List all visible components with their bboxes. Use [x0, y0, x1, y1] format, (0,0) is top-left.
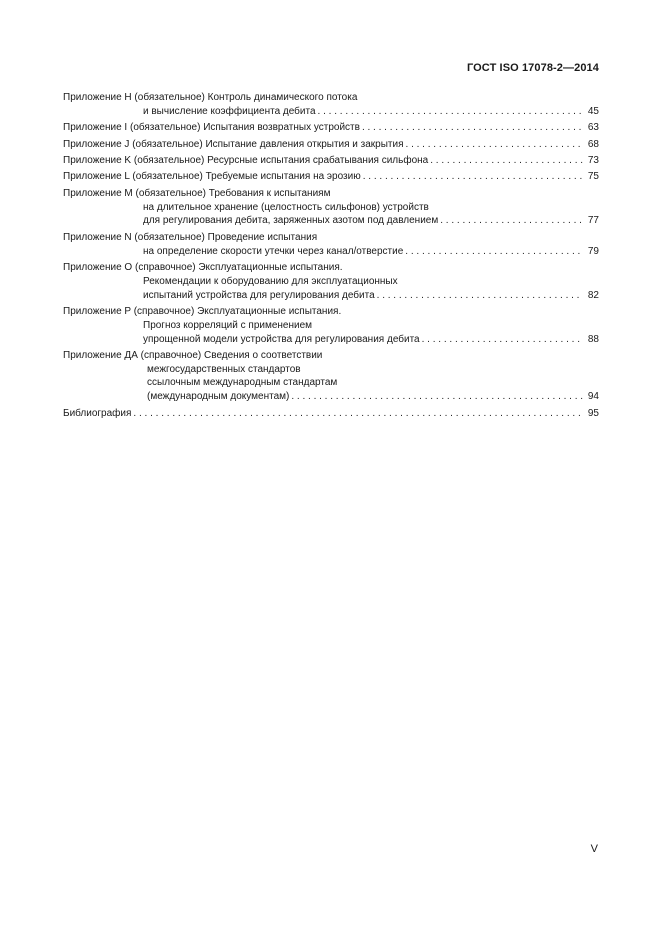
toc-entry-title: Приложение L (обязательное) Требуемые испытания на эрозию	[63, 171, 361, 183]
document-header: ГОСТ ISO 17078-2—2014	[466, 62, 599, 74]
toc-line	[63, 376, 599, 390]
dot-leader	[430, 154, 583, 168]
toc-line	[63, 187, 599, 201]
toc-entry-title: ссылочным международным стандартам	[147, 377, 338, 389]
toc-entry[interactable]	[63, 138, 599, 152]
toc-entry[interactable]	[63, 305, 599, 346]
toc-line	[63, 390, 599, 404]
toc-line	[63, 170, 599, 184]
dot-leader	[133, 407, 583, 421]
page-number: V	[590, 843, 598, 855]
toc-page-number: 95	[587, 407, 599, 419]
toc-line	[63, 201, 599, 215]
dot-leader	[362, 121, 583, 135]
toc-entry-title: испытаний устройства для регулирования дебита	[143, 289, 375, 301]
toc-entry[interactable]	[63, 349, 599, 404]
dot-leader	[291, 390, 583, 404]
toc-entry-title: Приложение M (обязательное) Требования к испытаниям	[63, 187, 331, 199]
toc-entry[interactable]	[63, 407, 599, 421]
toc-line	[63, 121, 599, 135]
toc-entry[interactable]	[63, 154, 599, 168]
dot-leader	[406, 138, 583, 152]
toc-entry-title: Приложение N (обязательное) Проведение испытания	[63, 231, 318, 243]
toc-entry-title: Приложение O (справочное) Эксплуатационные испытания.	[63, 261, 343, 273]
toc-line	[63, 275, 599, 289]
toc-page-number: 94	[587, 391, 599, 403]
toc-line	[63, 319, 599, 333]
toc-entry-title: (международным документам)	[147, 391, 290, 403]
toc-entry-title: межгосударственных стандартов	[147, 363, 301, 375]
toc-line	[63, 305, 599, 319]
toc-line	[63, 138, 599, 152]
toc-entry-title: Приложение J (обязательное) Испытание давления открытия и закрытия	[63, 138, 404, 150]
toc-line	[63, 407, 599, 421]
toc-line	[63, 245, 599, 259]
toc-page-number: 79	[587, 245, 599, 257]
dot-leader	[363, 170, 583, 184]
toc-entry-title: Приложение H (обязательное) Контроль динамического потока	[63, 92, 358, 103]
toc-entry-title: Библиография	[63, 407, 132, 419]
toc-line	[63, 154, 599, 168]
toc-line	[63, 333, 599, 347]
toc-line	[63, 289, 599, 303]
toc-entry[interactable]	[63, 170, 599, 184]
toc-page-number: 77	[587, 215, 599, 227]
toc-line	[63, 363, 599, 377]
toc-entry[interactable]	[63, 261, 599, 302]
dot-leader	[440, 214, 583, 228]
toc-entry[interactable]	[63, 121, 599, 135]
toc-line	[63, 231, 599, 245]
toc-line	[63, 105, 599, 119]
toc-entry-title: Приложение K (обязательное) Ресурсные испытания срабатывания сильфона	[63, 154, 429, 166]
toc-page-number: 45	[587, 105, 599, 117]
toc-entry-title: на длительное хранение (целостность сильфонов) устройств	[143, 201, 429, 213]
toc-entry-title: упрощенной модели устройства для регулирования дебита	[143, 333, 420, 345]
toc-page-number: 82	[587, 289, 599, 301]
toc-line	[63, 214, 599, 228]
dot-leader	[422, 333, 583, 347]
toc-page-number: 68	[587, 138, 599, 150]
toc-entry-title: Приложение I (обязательное) Испытания возвратных устройств	[63, 122, 360, 134]
toc-page-number: 75	[587, 171, 599, 183]
toc-entry[interactable]	[63, 91, 599, 119]
toc-line	[63, 349, 599, 363]
toc-entry-title: Приложение P (справочное) Эксплуатационные испытания.	[63, 305, 342, 317]
table-of-contents	[63, 91, 599, 423]
toc-entry-title: Прогноз корреляций с применением	[143, 319, 313, 331]
toc-page-number: 73	[587, 154, 599, 166]
dot-leader	[405, 245, 583, 259]
toc-entry-title: для регулирования дебита, заряженных азотом под давлением	[143, 215, 439, 227]
toc-page-number: 63	[587, 122, 599, 134]
toc-entry-title: на определение скорости утечки через канал/отверстие	[143, 245, 404, 257]
dot-leader	[377, 289, 583, 303]
toc-line	[63, 261, 599, 275]
toc-entry[interactable]	[63, 187, 599, 228]
dot-leader	[318, 105, 583, 119]
toc-page-number: 88	[587, 333, 599, 345]
toc-line	[63, 91, 599, 105]
toc-entry-title: и вычисление коэффициента дебита	[143, 105, 316, 117]
toc-entry-title: Приложение ДА (справочное) Сведения о соответствии	[63, 349, 323, 361]
toc-entry[interactable]	[63, 231, 599, 259]
toc-entry-title: Рекомендации к оборудованию для эксплуатационных	[143, 275, 398, 287]
